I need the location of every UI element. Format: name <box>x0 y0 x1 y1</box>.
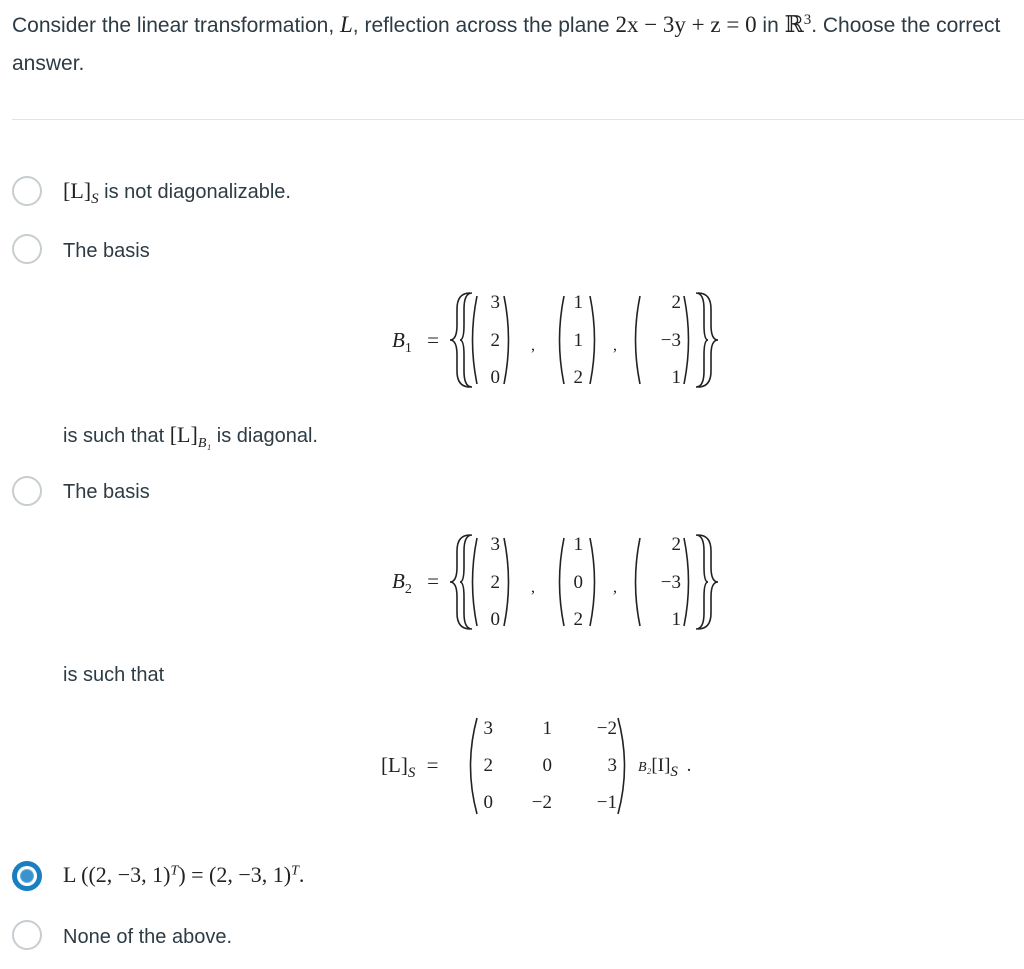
option-3-after: is such that <box>63 664 165 686</box>
b2-v2-y: 0 <box>573 572 583 593</box>
matrix-cell: 3 <box>607 755 617 776</box>
b2-v1-y: 2 <box>490 572 500 593</box>
b1-v3-x: 2 <box>671 292 681 313</box>
option-1-label[interactable]: $[L]_S$ is not diagonalizable. <box>63 178 291 207</box>
matrix-lhs: $[L]_S$ = <box>381 753 439 782</box>
b1-v2-x: 1 <box>573 292 583 313</box>
option-2-intro: The basis <box>63 240 150 262</box>
matrix-cell: −2 <box>531 792 552 813</box>
b1-v3-y: −3 <box>660 330 681 351</box>
b2-v1-z: 0 <box>490 609 500 630</box>
b1-v2-z: 2 <box>573 367 583 388</box>
matrix-cell: 1 <box>542 718 552 739</box>
b2-v3-x: 2 <box>671 534 681 555</box>
b2-v2-x: 1 <box>573 534 583 555</box>
option-5-label[interactable]: None of the above. <box>63 926 233 948</box>
b2-v2-z: 2 <box>573 609 583 630</box>
matrix-cell: 2 <box>483 755 493 776</box>
b2-v3-z: 1 <box>671 609 681 630</box>
b1-v3-z: 1 <box>671 367 681 388</box>
comma: , <box>613 337 617 354</box>
option-4-radio-selected[interactable] <box>12 861 42 891</box>
b2-v3-y: −3 <box>660 572 681 593</box>
matrix-cell: −1 <box>596 792 617 813</box>
matrix-rhs: $B_2[I]_S$ . <box>638 755 692 780</box>
comma: , <box>531 579 535 596</box>
b1-v1-x: 3 <box>490 292 500 313</box>
option-2-after: is such that $[L]_{B_1}$ is diagonal. <box>63 422 318 451</box>
matrix-cell: 0 <box>542 755 552 776</box>
b1-v1-y: 2 <box>490 330 500 351</box>
option-4-label[interactable]: L ((2, −3, 1)$^T$) = (2, −3, 1)$^T$. <box>63 862 305 887</box>
b1-label: $B_1$ = <box>392 328 439 357</box>
b1-v2-y: 1 <box>573 330 583 351</box>
matrix-cell: 0 <box>483 792 493 813</box>
question-text: Consider the linear transformation, L, reflection across the plane 2x − 3y + z = 0 in ℝ$^3$. Choose the correct answer. <box>12 12 1001 75</box>
comma: , <box>613 579 617 596</box>
matrix-cell: 3 <box>483 718 493 739</box>
b2-label: $B_2$ = <box>392 569 439 598</box>
matrix-cell: −2 <box>596 718 617 739</box>
b2-v1-x: 3 <box>490 534 500 555</box>
comma: , <box>531 337 535 354</box>
b1-v1-z: 0 <box>490 367 500 388</box>
option-3-intro: The basis <box>63 481 150 503</box>
option-5-radio[interactable] <box>12 920 42 950</box>
plane-equation: 2x − 3y + z = 0 <box>615 12 757 37</box>
